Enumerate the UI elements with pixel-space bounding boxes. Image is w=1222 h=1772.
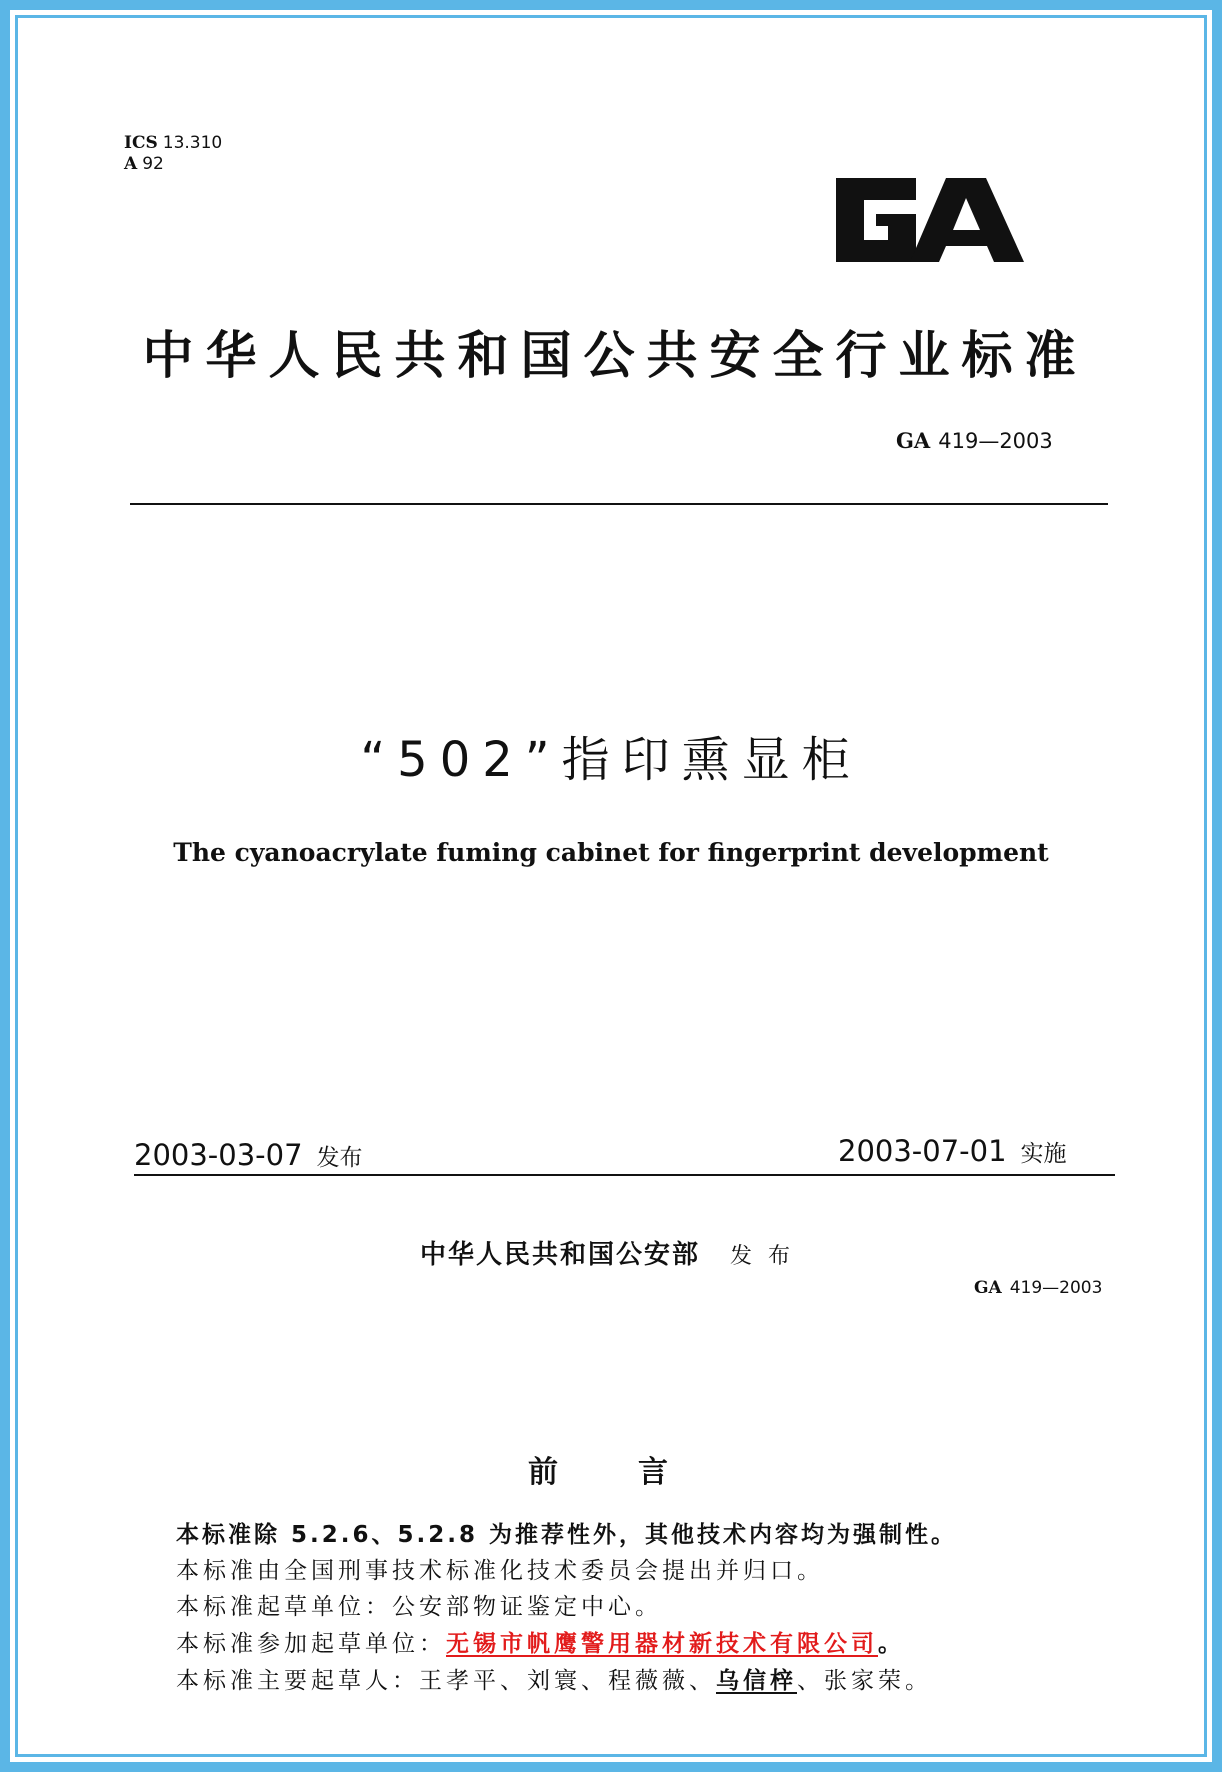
- foreword-paragraph-2: 本标准由全国刑事技术标准化技术委员会提出并归口。: [176, 1558, 824, 1584]
- publish-date: 2003-03-07 发布: [134, 1138, 363, 1172]
- ics-code: ICS 13.310: [124, 133, 223, 153]
- ccs-code: A 92: [124, 154, 164, 174]
- page-inner-border: [15, 15, 1207, 1757]
- classification-codes: [124, 133, 222, 175]
- publisher: 中华人民共和国公安部 发布: [420, 1240, 807, 1270]
- standard-number: GA 419—2003: [896, 428, 1053, 453]
- highlighted-drafter: 乌信梓: [716, 1668, 797, 1694]
- standard-category-title: 中华人民共和国公共安全行业标准: [142, 327, 1088, 386]
- document-title: “502”指印熏显柜: [360, 732, 862, 788]
- footer-divider: [134, 1174, 1115, 1176]
- implementation-date: 2003-07-01 实施: [838, 1134, 1067, 1168]
- ga-logo: [826, 170, 1026, 270]
- foreword-paragraph-3: 本标准起草单位：公安部物证鉴定中心。: [176, 1594, 662, 1620]
- foreword-heading: 前言: [528, 1455, 748, 1490]
- header-divider: [130, 503, 1108, 505]
- foreword-paragraph-4: 本标准参加起草单位：无锡市帆鹰警用器材新技术有限公司。: [176, 1631, 905, 1657]
- foreword-paragraph-5: 本标准主要起草人：王孝平、刘寰、程薇薇、乌信梓、张家荣。: [176, 1668, 932, 1694]
- english-title: The cyanoacrylate fuming cabinet for fingerprint development: [173, 838, 1049, 867]
- foreword-paragraph-1: 本标准除 5.2.6、5.2.8 为推荐性外，其他技术内容均为强制性。: [176, 1522, 957, 1548]
- page2-standard-number: GA 419—2003: [974, 1278, 1103, 1298]
- highlighted-company: 无锡市帆鹰警用器材新技术有限公司: [446, 1631, 878, 1657]
